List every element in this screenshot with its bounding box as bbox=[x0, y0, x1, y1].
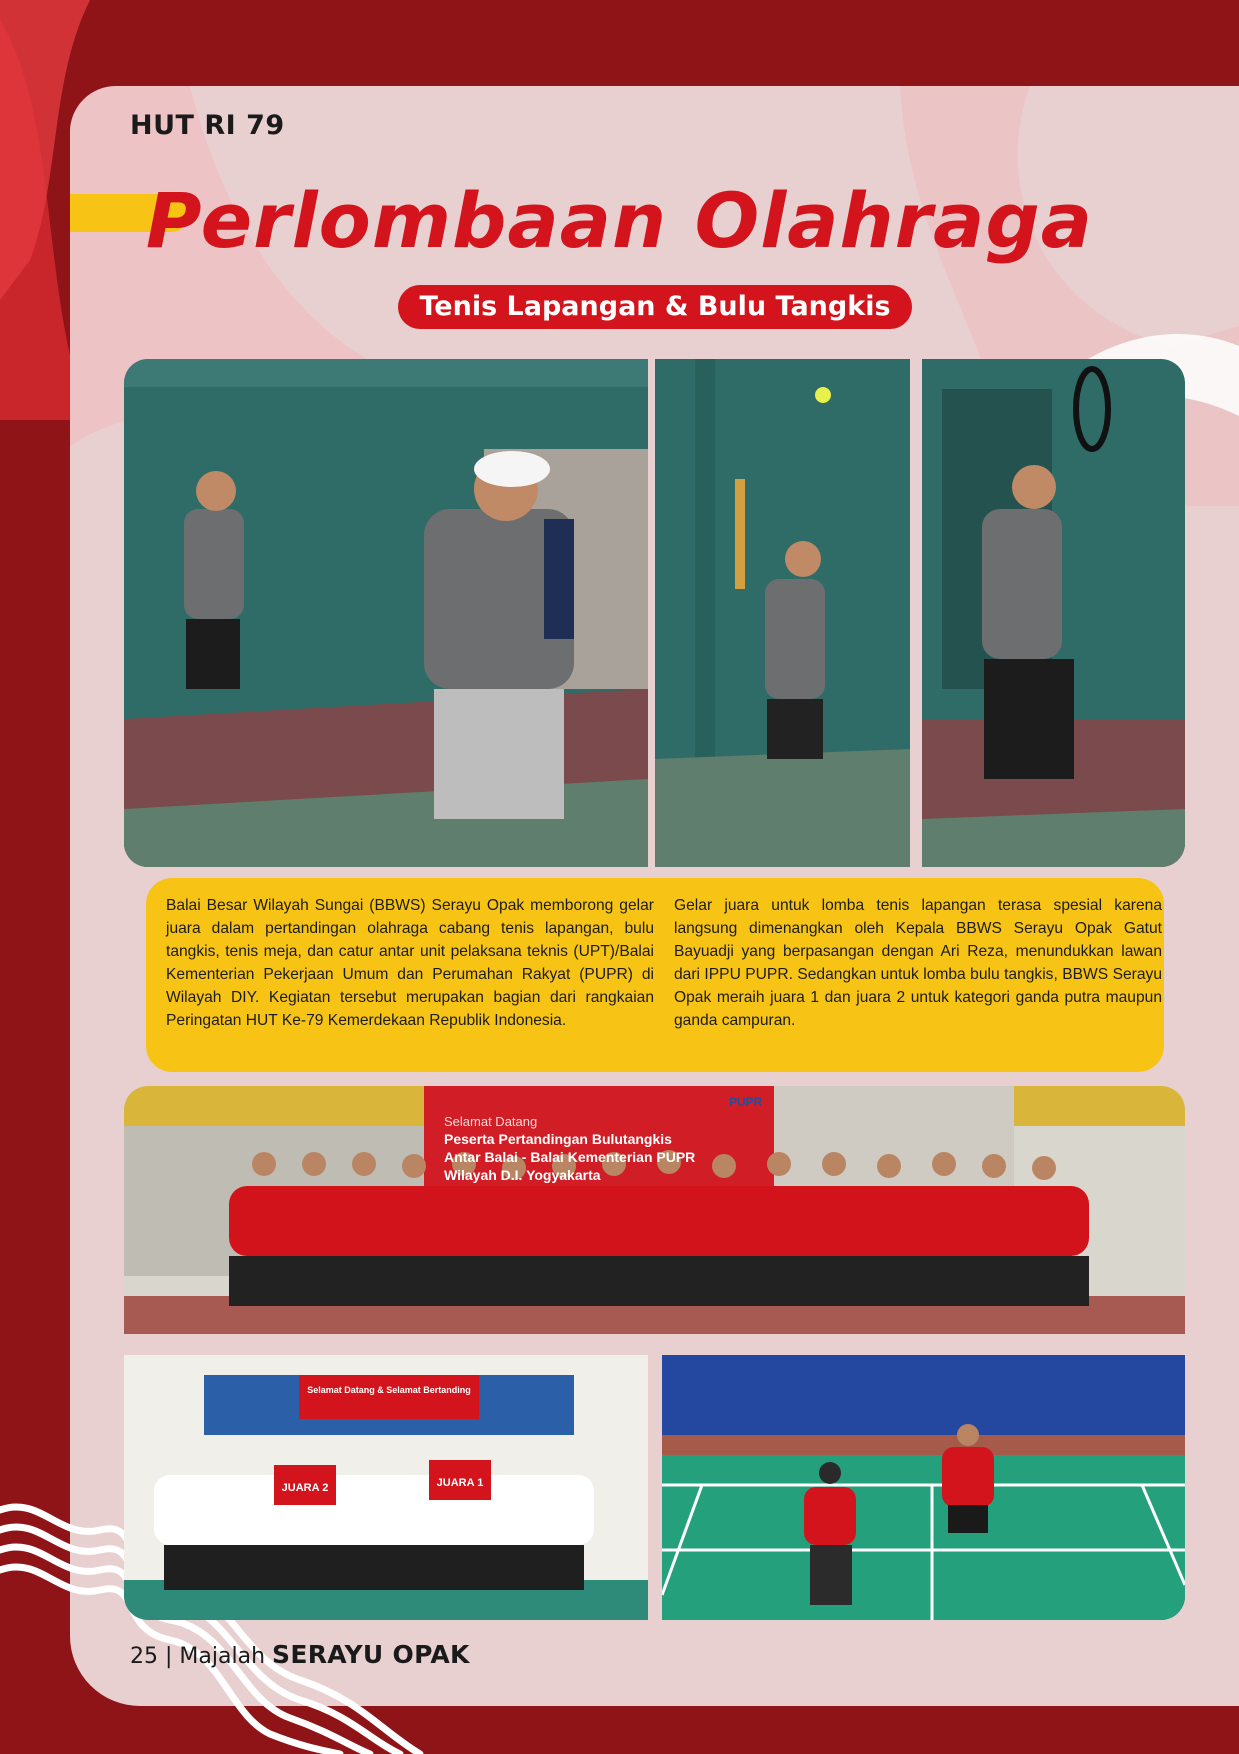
photo-tennis-doubles bbox=[124, 359, 648, 867]
photo-badminton-match bbox=[662, 1355, 1185, 1620]
article-paragraph-left: Balai Besar Wilayah Sungai (BBWS) Serayu Opak memborong gelar juara dalam pertandingan olahraga cabang tenis lapangan, bulu tangkis, tenis meja, dan catur antar unit pelaksana teknis (UPT)/Balai Kementerian Pekerjaan Umum dan Perumahan Rakyat (PUPR) di Wilayah DIY. Kegiatan tersebut merupakan bagian dari rangkaian Peringatan HUT Ke-79 Kemerdekaan Republik Indonesia. bbox=[166, 897, 654, 1029]
footer-separator: | bbox=[165, 1644, 173, 1669]
banner-line-2: Peserta Pertandingan Bulutangkis bbox=[444, 1131, 672, 1147]
photo-badminton-group bbox=[124, 1086, 1185, 1334]
subtitle-badge: Tenis Lapangan & Bulu Tangkis bbox=[398, 285, 912, 329]
prize-board-1: JUARA 1 bbox=[436, 1477, 484, 1489]
page-title: Perlombaan Olahraga bbox=[145, 176, 1094, 265]
article-text-box bbox=[146, 878, 1164, 1072]
page-footer bbox=[130, 1640, 470, 1669]
banner-line-3: Antar Balai - Balai Kementerian PUPR bbox=[444, 1149, 696, 1165]
banner-brand: PUPR bbox=[729, 1095, 763, 1109]
photo-tennis-serve bbox=[655, 359, 910, 867]
magazine-name: SERAYU OPAK bbox=[272, 1640, 470, 1669]
banner-line-4: Wilayah D.I. Yogyakarta bbox=[444, 1167, 601, 1183]
article-paragraph-right: Gelar juara untuk lomba tenis lapangan terasa spesial karena langsung dimenangkan oleh Kepala BBWS Serayu Opak Gatut Bayuadji yang berpasangan dengan Ari Reza, menundukkan lawan dari IPPU PUPR. Sedangkan untuk lomba bulu tangkis, BBWS Serayu Opak meraih juara 1 dan juara 2 untuk kategori ganda putra maupun ganda campuran. bbox=[674, 897, 1162, 1029]
hall-banner: Selamat Datang & Selamat Bertanding bbox=[307, 1385, 471, 1395]
section-tag: HUT RI 79 bbox=[130, 110, 285, 141]
photo-tennis-forehand bbox=[922, 359, 1185, 867]
magazine-label: Majalah bbox=[179, 1644, 266, 1669]
photo-badminton-winners bbox=[124, 1355, 648, 1620]
prize-board-2: JUARA 2 bbox=[281, 1482, 329, 1494]
page-number: 25 bbox=[130, 1644, 158, 1669]
banner-line-1: Selamat Datang bbox=[444, 1114, 538, 1129]
